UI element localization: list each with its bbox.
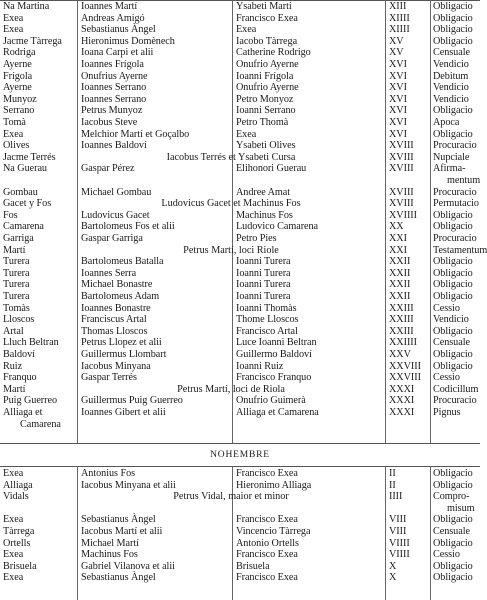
cell-grantee: Exea: [236, 128, 257, 140]
cell-act: Nupciale: [433, 151, 470, 163]
cell-grantor: Machinus Fos: [81, 549, 138, 561]
cell-day: XVI: [389, 105, 407, 117]
cell-day: XIII: [389, 1, 407, 12]
cell-day: XV: [389, 47, 404, 59]
cell-grantee: Exea: [236, 24, 257, 36]
cell-grantor: Bartolomeus Fos et alii: [81, 221, 175, 233]
cell-place: Turera: [3, 279, 30, 291]
cell-act: Censuale: [433, 337, 470, 349]
cell-act: Obligacio: [433, 128, 473, 140]
cell-grantor: Andreas Amigó: [81, 12, 145, 24]
cell-day: XXVIII: [389, 372, 421, 384]
cell-day: XVIII: [389, 163, 414, 175]
cell-grantor: Antonius Fos: [81, 468, 136, 479]
cell-act: Obligacio: [433, 256, 473, 268]
cell-day: XVI: [389, 93, 407, 105]
cell-act: Obligacio: [433, 24, 473, 36]
cell-place: Exea: [3, 468, 24, 479]
column-divider: [430, 466, 431, 600]
cell-act: Obligacio: [433, 349, 473, 360]
cell-place: Tomàs: [3, 302, 30, 314]
cell-grantee: Ioanni Turera: [236, 291, 291, 302]
cell-day: IIII: [389, 491, 403, 503]
cell-day: XXI: [389, 244, 407, 256]
cell-day: XXIIII: [389, 337, 417, 349]
cell-grantor: Ioannes Serrano: [81, 93, 147, 105]
cell-grantee: Andree Amat: [236, 186, 291, 198]
cell-day: XXV: [389, 349, 411, 360]
cell-grantor: Hieronimus Domènech: [81, 35, 175, 47]
cell-day: XXIII: [389, 302, 414, 314]
cell-act: Obligacio: [433, 514, 473, 526]
cell-place: Exea: [3, 514, 24, 526]
cell-grantor: Melchior Martí et Goçalbo: [81, 128, 190, 140]
cell-grantee: Francisco Exea: [236, 514, 298, 526]
cell-grantor: Ioannes Martí: [81, 1, 138, 12]
cell-grantee: Thome Lloscos: [236, 314, 299, 326]
cell-day: XIIII: [389, 12, 410, 24]
cell-grantor: Iacobus Minyana et alii: [81, 479, 176, 491]
cell-place: Na Martina: [3, 1, 50, 12]
cell-day: XXXI: [389, 395, 415, 407]
cell-place: Lluch Beltran: [3, 337, 59, 349]
cell-grantee: Onufrio Guimerà: [236, 395, 306, 407]
cell-grantee: Elihonori Guerau: [236, 163, 307, 175]
cell-act: Vendicio: [433, 59, 469, 70]
cell-place: Artal: [3, 325, 24, 337]
column-divider: [385, 466, 386, 600]
cell-act: Cessio: [433, 302, 460, 314]
cell-act: Apoca: [433, 117, 460, 128]
cell-grantor: Iacobus Steve: [81, 117, 138, 128]
cell-grantor: Sebastianus Àngel: [81, 24, 156, 36]
cell-day: XXXI: [389, 383, 415, 395]
cell-place: Gombau: [3, 186, 38, 198]
cell-act: Procuracio: [433, 186, 477, 198]
cell-grantor: Gaspar Terrés: [81, 372, 137, 384]
cell-grantor: Ioannes Serrano: [81, 82, 147, 94]
cell-grantor: Onufrius Ayerne: [81, 70, 148, 82]
cell-grantor: Thomas Lloscos: [81, 325, 148, 337]
cell-place: Turera: [3, 267, 30, 279]
cell-grantor: Gabriel Vilanova et alii: [81, 560, 175, 572]
cell-grantor: Michael Gombau: [81, 186, 152, 198]
cell-grantor: Michael Bonastre: [81, 279, 153, 291]
cell-day: XXIII: [389, 314, 414, 326]
cell-grantor: Guillermus Puig Guerreo: [81, 395, 183, 407]
cell-grantee: Ioanni Serrano: [236, 105, 296, 117]
cell-place: Franquo: [3, 372, 37, 384]
cell-day: II: [389, 468, 396, 479]
cell-act: Obligacio: [433, 479, 473, 491]
cell-parties: Ludovicus Gacet et Machinus Fos: [161, 198, 301, 210]
cell-place: Martí: [3, 244, 26, 256]
cell-grantee: Ludovico Camarena: [236, 221, 319, 233]
cell-act: mentum: [447, 175, 481, 186]
cell-grantee: Guillermo Baldoví: [236, 349, 312, 360]
cell-day: VIII: [389, 526, 407, 537]
cell-place: Exea: [3, 24, 24, 36]
cell-grantor: Ioannes Bonastre: [81, 302, 151, 314]
cell-act: Cessio: [433, 549, 460, 561]
cell-act: Obligacio: [433, 325, 473, 337]
cell-grantee: Ioanni Frígola: [236, 70, 294, 82]
cell-act: Pignus: [433, 407, 461, 418]
cell-place: Gacet y Fos: [3, 198, 52, 210]
cell-grantee: Petro Monyoz: [236, 93, 294, 105]
cell-day: XVI: [389, 117, 407, 128]
cell-place: Olives: [3, 140, 30, 152]
cell-grantor: Ioannes Frígola: [81, 59, 144, 70]
cell-place: Lloscos: [3, 314, 35, 326]
cell-day: II: [389, 479, 396, 491]
cell-day: XXXI: [389, 407, 415, 418]
cell-place: Exea: [3, 128, 24, 140]
cell-grantee: Brisuela: [236, 560, 270, 572]
cell-act: Afirma-: [433, 163, 466, 175]
cell-day: XVIII: [389, 186, 414, 198]
cell-day: VIII: [389, 514, 407, 526]
cell-day: XVI: [389, 59, 407, 70]
cell-day: XVI: [389, 128, 407, 140]
cell-grantor: Guillermus Llombart: [81, 349, 167, 360]
cell-grantee: Francisco Exea: [236, 549, 298, 561]
cell-grantor: Franciscus Artal: [81, 314, 147, 326]
cell-act: Obligacio: [433, 572, 473, 584]
cell-grantor: Ludovicus Gacet: [81, 209, 150, 221]
cell-day: XX: [389, 221, 404, 233]
cell-day: XVIII: [389, 140, 414, 152]
section-header: NOHEMBRE: [210, 450, 270, 460]
cell-place: Vidals: [3, 491, 29, 503]
cell-day: XXII: [389, 267, 411, 279]
cell-act: Permutacio: [433, 198, 479, 210]
cell-act: Vendicio: [433, 82, 469, 94]
cell-grantee: Onufrio Ayerne: [236, 82, 299, 94]
cell-place: Munyoz: [3, 93, 37, 105]
cell-grantor: Michael Martí: [81, 537, 139, 549]
cell-parties: Iacobus Terrés et Ysabeti Cursa: [166, 151, 296, 163]
cell-place: Turera: [3, 256, 30, 268]
cell-grantee: Francisco Exea: [236, 572, 298, 584]
cell-act: Obligacio: [433, 279, 473, 291]
cell-grantor: Ioana Carpi et alii: [81, 47, 154, 59]
cell-place: Ortells: [3, 537, 31, 549]
cell-grantee: Ioanni Ruiz: [236, 360, 284, 372]
cell-act: Obligacio: [433, 291, 473, 302]
cell-grantor: Ioannes Baldoví: [81, 140, 147, 152]
cell-grantor: Bartolomeus Batalla: [81, 256, 164, 268]
cell-place: Jacme Terrés: [3, 151, 56, 163]
cell-grantor: Sebastianus Àngel: [81, 572, 156, 584]
cell-act: Vendicio: [433, 93, 469, 105]
section-rule: [0, 443, 480, 444]
cell-act: Vendicio: [433, 314, 469, 326]
cell-day: XIIII: [389, 24, 410, 36]
cell-place: Rodriga: [3, 47, 36, 59]
cell-day: XVIII: [389, 151, 414, 163]
cell-grantee: Catherine Rodrigo: [236, 47, 311, 59]
cell-day: X: [389, 572, 397, 584]
cell-place: Frígola: [3, 70, 33, 82]
cell-grantee: Luce Ioanni Beltran: [236, 337, 317, 349]
cell-grantee: Ioanni Turera: [236, 256, 291, 268]
cell-act: misum: [447, 502, 475, 514]
cell-grantee: Alliaga et Camarena: [236, 407, 319, 418]
cell-grantor: Ioannes Gibert et alii: [81, 407, 166, 418]
cell-grantor: Iacobus Martí et alii: [81, 526, 163, 537]
cell-act: Obligacio: [433, 537, 473, 549]
cell-day: XVIIII: [389, 209, 417, 221]
cell-act: Obligacio: [433, 12, 473, 24]
cell-grantee: Petro Pies: [236, 233, 277, 244]
cell-act: Obligacio: [433, 105, 473, 117]
cell-grantor: Iacobus Minyana: [81, 360, 151, 372]
cell-act: Obligacio: [433, 560, 473, 572]
cell-place: Na Guerau: [3, 163, 47, 175]
cell-place: Ayerne: [3, 82, 32, 94]
cell-act: Testamentum: [433, 244, 487, 256]
cell-day: XVIII: [389, 198, 414, 210]
cell-parties: Petrus Martí, loci Riole: [183, 244, 279, 256]
cell-grantee: Ioanni Turera: [236, 267, 291, 279]
cell-grantee: Francisco Exea: [236, 468, 298, 479]
cell-grantor: Bartolomeus Adam: [81, 291, 160, 302]
cell-act: Obligacio: [433, 221, 473, 233]
cell-grantor: Gaspar Pérez: [81, 163, 135, 175]
cell-place: Tomà: [3, 117, 26, 128]
cell-place: Baldoví: [3, 349, 35, 360]
cell-place: Ayerne: [3, 59, 32, 70]
cell-act: Compro-: [433, 491, 470, 503]
cell-act: Obligacio: [433, 267, 473, 279]
column-divider: [77, 466, 78, 600]
cell-act: Procuracio: [433, 140, 477, 152]
cell-grantee: Francisco Franquo: [236, 372, 312, 384]
cell-day: XV: [389, 35, 404, 47]
cell-grantee: Ioanni Turera: [236, 279, 291, 291]
cell-act: Cessio: [433, 372, 460, 384]
column-divider: [232, 466, 233, 600]
cell-grantor: Petrus Munyoz: [81, 105, 143, 117]
cell-place: Alliaga et: [3, 407, 43, 418]
cell-parties: Petrus Martí, loci de Riola: [177, 383, 285, 395]
cell-place: Tàrrega: [3, 526, 35, 537]
cell-grantor: Ioannes Serra: [81, 267, 137, 279]
cell-place: Exea: [3, 572, 24, 584]
cell-place: Alliaga: [3, 479, 33, 491]
cell-act: Censuale: [433, 47, 470, 59]
cell-grantee: Ysabeti Olives: [236, 140, 296, 152]
cell-act: Obligacio: [433, 468, 473, 479]
cell-place: Martí: [3, 383, 26, 395]
cell-grantee: Ysabeti Martí: [236, 1, 292, 12]
cell-grantee: Iacobo Tàrrega: [236, 35, 298, 47]
cell-grantee: Antonio Ortells: [236, 537, 299, 549]
cell-grantee: Onufrio Ayerne: [236, 59, 299, 70]
cell-grantor: Petrus Llopez et alii: [81, 337, 162, 349]
cell-place: Puig Guerreo: [3, 395, 58, 407]
cell-grantee: Ioanni Thomàs: [236, 302, 297, 314]
column-divider: [77, 0, 78, 443]
cell-day: XXVIII: [389, 360, 421, 372]
cell-day: XXII: [389, 256, 411, 268]
cell-grantee: Francisco Exea: [236, 12, 298, 24]
cell-grantor: Sebastianus Àngel: [81, 514, 156, 526]
cell-grantee: Vincencio Tàrrega: [236, 526, 311, 537]
cell-day: VIIII: [389, 549, 410, 561]
cell-act: Obligacio: [433, 360, 473, 372]
cell-grantee: Francisco Artal: [236, 325, 298, 337]
cell-act: Obligacio: [433, 35, 473, 47]
cell-act: Codicillum: [433, 383, 479, 395]
cell-place: Camarena: [20, 418, 61, 430]
cell-act: Procuracio: [433, 395, 477, 407]
cell-grantee: Petro Thomà: [236, 117, 289, 128]
cell-place: Ruiz: [3, 360, 23, 372]
cell-place: Brisuela: [3, 560, 37, 572]
cell-act: Censuale: [433, 526, 470, 537]
section-rule: [0, 466, 480, 467]
cell-grantor: Gaspar Garriga: [81, 233, 143, 244]
cell-day: XVI: [389, 70, 407, 82]
cell-day: XXIII: [389, 325, 414, 337]
column-divider: [385, 0, 386, 443]
cell-place: Exea: [3, 12, 24, 24]
cell-grantee: Hieronimo Alliaga: [236, 479, 312, 491]
column-divider: [430, 0, 431, 443]
cell-act: Obligacio: [433, 209, 473, 221]
cell-act: Procuracio: [433, 233, 477, 244]
cell-place: Turera: [3, 291, 30, 302]
cell-day: VIIII: [389, 537, 410, 549]
cell-day: X: [389, 560, 397, 572]
cell-act: Debitum: [433, 70, 469, 82]
cell-place: Camarena: [3, 221, 44, 233]
cell-day: XXII: [389, 279, 411, 291]
cell-place: Garriga: [3, 233, 34, 244]
cell-place: Fos: [3, 209, 18, 221]
cell-place: Exea: [3, 549, 24, 561]
cell-day: XXI: [389, 233, 407, 244]
cell-place: Jacme Tàrrega: [3, 35, 62, 47]
cell-day: XVI: [389, 82, 407, 94]
cell-grantee: Machinus Fos: [236, 209, 293, 221]
cell-act: Obligacio: [433, 1, 473, 12]
cell-parties: Petrus Vidal, maior et minor: [173, 491, 289, 503]
cell-day: XXII: [389, 291, 411, 302]
cell-place: Serrano: [3, 105, 35, 117]
column-divider: [232, 0, 233, 443]
